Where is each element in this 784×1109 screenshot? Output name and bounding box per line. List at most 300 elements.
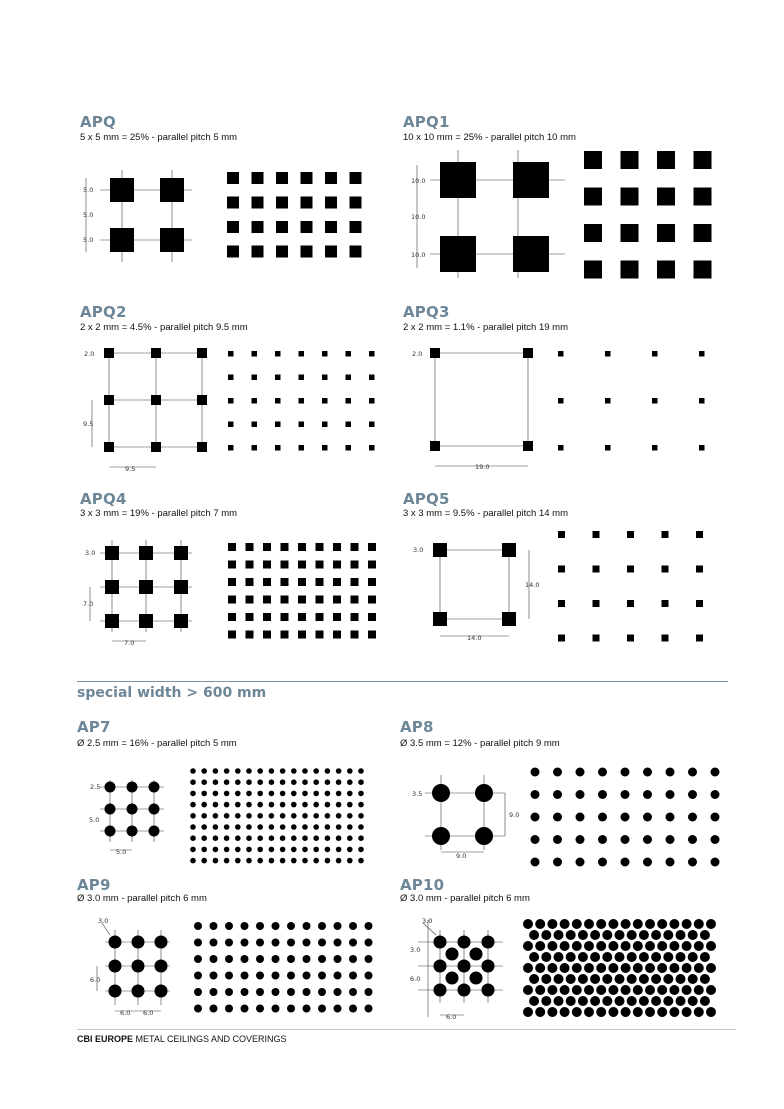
dim-label: 9.5 bbox=[125, 465, 136, 473]
perforation-hole bbox=[596, 963, 606, 973]
perforation-hole bbox=[553, 835, 562, 844]
perforation-hole bbox=[257, 791, 263, 797]
perforation-hole bbox=[210, 922, 218, 930]
perforation-hole bbox=[194, 955, 202, 963]
perforation-hole bbox=[700, 974, 710, 984]
perforation-hole bbox=[696, 635, 703, 642]
pattern-desc-apq3: 2 x 2 mm = 1.1% - parallel pitch 19 mm bbox=[403, 322, 568, 333]
perforation-hole bbox=[643, 858, 652, 867]
perforation-hole bbox=[602, 974, 612, 984]
perforation-hole bbox=[299, 351, 305, 357]
perforation-hole bbox=[558, 531, 565, 538]
perforation-hole bbox=[280, 802, 286, 808]
section-title: special width > 600 mm bbox=[77, 685, 267, 701]
pattern-title-apq1: APQ1 bbox=[403, 113, 450, 131]
perforation-hole bbox=[639, 930, 649, 940]
perforation-hole bbox=[291, 802, 297, 808]
perforation-hole bbox=[347, 847, 353, 853]
perforation-hole bbox=[639, 996, 649, 1006]
perforation-hole bbox=[651, 974, 661, 984]
perforation-hole bbox=[662, 635, 669, 642]
perforation-hole bbox=[269, 824, 275, 830]
perforation-hole bbox=[235, 847, 241, 853]
perforation-hole bbox=[676, 930, 686, 940]
perforation-hole bbox=[257, 824, 263, 830]
perforation-hole bbox=[336, 779, 342, 785]
apq2-perforation-grid bbox=[225, 348, 380, 453]
perforation-hole bbox=[280, 791, 286, 797]
perforation-hole bbox=[608, 985, 618, 995]
perforation-hole bbox=[662, 566, 669, 573]
perforation-hole bbox=[663, 974, 673, 984]
perforation-hole bbox=[281, 578, 289, 586]
perforation-hole bbox=[336, 791, 342, 797]
dim-label: 9.5 bbox=[83, 420, 94, 428]
perforation-hole bbox=[706, 919, 716, 929]
perforation-hole bbox=[523, 941, 533, 951]
perforation-hole bbox=[252, 221, 264, 233]
section-divider bbox=[77, 681, 728, 682]
perforation-hole bbox=[676, 974, 686, 984]
dim-label: 3.0 bbox=[422, 917, 433, 925]
perforation-hole bbox=[593, 635, 600, 642]
perforation-hole bbox=[358, 768, 364, 774]
perforation-hole bbox=[303, 1005, 311, 1013]
perforation-hole bbox=[633, 985, 643, 995]
perforation-hole bbox=[572, 941, 582, 951]
perforation-hole bbox=[298, 578, 306, 586]
ap9-detail-diagram bbox=[90, 915, 190, 1020]
apq4-perforation-grid bbox=[225, 540, 375, 640]
perforation-hole bbox=[336, 802, 342, 808]
perforation-hole bbox=[235, 858, 241, 864]
perforation-hole bbox=[241, 1005, 249, 1013]
perforation-hole bbox=[194, 939, 202, 947]
perforation-hole bbox=[303, 922, 311, 930]
perforation-hole bbox=[225, 972, 233, 980]
perforation-hole bbox=[302, 768, 308, 774]
perforation-hole bbox=[662, 531, 669, 538]
perforation-hole bbox=[688, 952, 698, 962]
perforation-hole bbox=[657, 224, 675, 242]
perforation-hole bbox=[235, 813, 241, 819]
dim-label: 3.0 bbox=[413, 546, 424, 554]
perforation-hole bbox=[547, 919, 557, 929]
perforation-hole bbox=[210, 955, 218, 963]
perforation-hole bbox=[547, 963, 557, 973]
perforation-hole bbox=[602, 930, 612, 940]
perforation-hole bbox=[333, 631, 341, 639]
dim-label: 19.0 bbox=[475, 463, 490, 471]
perforation-hole bbox=[711, 858, 720, 867]
perforation-hole bbox=[257, 802, 263, 808]
perforation-hole bbox=[246, 543, 254, 551]
perforation-hole bbox=[643, 790, 652, 799]
dim-label: 7.0 bbox=[83, 600, 94, 608]
perforation-hole bbox=[235, 768, 241, 774]
perforation-hole bbox=[213, 858, 219, 864]
perforation-hole bbox=[365, 1005, 373, 1013]
perforation-hole bbox=[365, 922, 373, 930]
perforation-hole bbox=[696, 566, 703, 573]
perforation-hole bbox=[287, 972, 295, 980]
perforation-hole bbox=[369, 351, 375, 357]
perforation-hole bbox=[336, 824, 342, 830]
perforation-hole bbox=[576, 790, 585, 799]
perforation-hole bbox=[299, 445, 305, 451]
perforation-hole bbox=[676, 952, 686, 962]
perforation-hole bbox=[615, 974, 625, 984]
perforation-hole bbox=[263, 543, 271, 551]
perforation-hole bbox=[227, 172, 239, 184]
perforation-hole bbox=[224, 824, 230, 830]
dim-label: 9.0 bbox=[509, 811, 520, 819]
perforation-hole bbox=[633, 941, 643, 951]
perforation-hole bbox=[269, 779, 275, 785]
perforation-hole bbox=[711, 813, 720, 822]
perforation-hole bbox=[590, 952, 600, 962]
perforation-hole bbox=[627, 635, 634, 642]
perforation-hole bbox=[201, 779, 207, 785]
perforation-hole bbox=[228, 398, 234, 404]
perforation-hole bbox=[605, 445, 611, 451]
perforation-hole bbox=[280, 824, 286, 830]
perforation-hole bbox=[351, 543, 359, 551]
perforation-hole bbox=[246, 813, 252, 819]
perforation-hole bbox=[663, 996, 673, 1006]
perforation-hole bbox=[190, 802, 196, 808]
perforation-hole bbox=[213, 802, 219, 808]
perforation-hole bbox=[560, 1007, 570, 1017]
apq3-perforation-grid bbox=[555, 348, 710, 453]
perforation-hole bbox=[280, 858, 286, 864]
perforation-hole bbox=[706, 963, 716, 973]
perforation-hole bbox=[657, 188, 675, 206]
perforation-hole bbox=[269, 835, 275, 841]
perforation-hole bbox=[313, 802, 319, 808]
perforation-hole bbox=[584, 1007, 594, 1017]
perforation-hole bbox=[566, 930, 576, 940]
perforation-hole bbox=[213, 813, 219, 819]
perforation-hole bbox=[246, 847, 252, 853]
perforation-hole bbox=[241, 922, 249, 930]
perforation-hole bbox=[280, 779, 286, 785]
perforation-hole bbox=[336, 835, 342, 841]
perforation-hole bbox=[263, 613, 271, 621]
perforation-hole bbox=[351, 613, 359, 621]
perforation-hole bbox=[627, 952, 637, 962]
perforation-hole bbox=[523, 985, 533, 995]
perforation-hole bbox=[301, 221, 313, 233]
perforation-hole bbox=[333, 543, 341, 551]
perforation-hole bbox=[302, 858, 308, 864]
perforation-hole bbox=[662, 600, 669, 607]
perforation-hole bbox=[676, 996, 686, 1006]
perforation-hole bbox=[291, 858, 297, 864]
perforation-hole bbox=[351, 631, 359, 639]
perforation-hole bbox=[246, 613, 254, 621]
perforation-hole bbox=[347, 835, 353, 841]
perforation-hole bbox=[627, 531, 634, 538]
perforation-hole bbox=[541, 974, 551, 984]
dim-label: 5.0 bbox=[83, 236, 94, 244]
apq5-perforation-grid bbox=[555, 528, 710, 643]
perforation-hole bbox=[325, 246, 337, 258]
perforation-hole bbox=[694, 919, 704, 929]
perforation-hole bbox=[313, 858, 319, 864]
perforation-hole bbox=[235, 824, 241, 830]
perforation-hole bbox=[669, 919, 679, 929]
perforation-hole bbox=[584, 151, 602, 169]
perforation-hole bbox=[224, 791, 230, 797]
perforation-hole bbox=[325, 197, 337, 209]
perforation-hole bbox=[368, 613, 376, 621]
ap7-perforation-grid bbox=[188, 765, 373, 865]
dim-label: 2.5 bbox=[90, 783, 101, 791]
perforation-hole bbox=[252, 197, 264, 209]
perforation-hole bbox=[252, 422, 258, 428]
perforation-hole bbox=[576, 858, 585, 867]
perforation-hole bbox=[560, 985, 570, 995]
perforation-hole bbox=[657, 151, 675, 169]
perforation-hole bbox=[275, 351, 281, 357]
perforation-hole bbox=[368, 578, 376, 586]
perforation-hole bbox=[682, 919, 692, 929]
ap8-detail-diagram bbox=[405, 770, 530, 865]
perforation-hole bbox=[605, 398, 611, 404]
perforation-hole bbox=[572, 919, 582, 929]
perforation-hole bbox=[252, 351, 258, 357]
perforation-hole bbox=[688, 813, 697, 822]
pattern-desc-apq: 5 x 5 mm = 25% - parallel pitch 5 mm bbox=[80, 132, 238, 143]
dim-label: 2.0 bbox=[412, 350, 423, 358]
perforation-hole bbox=[553, 768, 562, 777]
perforation-hole bbox=[621, 768, 630, 777]
dim-label: 6.0 bbox=[90, 976, 101, 984]
perforation-hole bbox=[291, 824, 297, 830]
perforation-hole bbox=[280, 768, 286, 774]
perforation-hole bbox=[643, 835, 652, 844]
perforation-hole bbox=[553, 858, 562, 867]
perforation-hole bbox=[246, 561, 254, 569]
perforation-hole bbox=[201, 813, 207, 819]
perforation-hole bbox=[369, 375, 375, 381]
apq1-detail-diagram bbox=[405, 150, 570, 280]
perforation-hole bbox=[322, 351, 328, 357]
perforation-hole bbox=[303, 939, 311, 947]
perforation-hole bbox=[657, 963, 667, 973]
dim-label: 3.0 bbox=[98, 917, 109, 925]
ap8-perforation-grid bbox=[530, 765, 720, 865]
perforation-hole bbox=[523, 963, 533, 973]
perforation-hole bbox=[303, 972, 311, 980]
perforation-hole bbox=[578, 952, 588, 962]
perforation-hole bbox=[566, 974, 576, 984]
perforation-hole bbox=[694, 1007, 704, 1017]
perforation-hole bbox=[351, 561, 359, 569]
perforation-hole bbox=[627, 600, 634, 607]
perforation-hole bbox=[228, 422, 234, 428]
perforation-hole bbox=[333, 578, 341, 586]
perforation-hole bbox=[572, 1007, 582, 1017]
perforation-hole bbox=[621, 835, 630, 844]
perforation-hole bbox=[256, 939, 264, 947]
perforation-hole bbox=[529, 996, 539, 1006]
perforation-hole bbox=[706, 985, 716, 995]
perforation-hole bbox=[584, 941, 594, 951]
perforation-hole bbox=[590, 930, 600, 940]
perforation-hole bbox=[224, 847, 230, 853]
pattern-desc-apq4: 3 x 3 mm = 19% - parallel pitch 7 mm bbox=[80, 508, 238, 519]
perforation-hole bbox=[190, 813, 196, 819]
perforation-hole bbox=[349, 939, 357, 947]
perforation-hole bbox=[313, 791, 319, 797]
perforation-hole bbox=[210, 939, 218, 947]
perforation-hole bbox=[645, 985, 655, 995]
dim-label: 6.0 bbox=[410, 975, 421, 983]
perforation-hole bbox=[645, 963, 655, 973]
perforation-hole bbox=[225, 1005, 233, 1013]
perforation-hole bbox=[263, 596, 271, 604]
perforation-hole bbox=[281, 543, 289, 551]
perforation-hole bbox=[322, 445, 328, 451]
perforation-hole bbox=[368, 543, 376, 551]
perforation-hole bbox=[554, 974, 564, 984]
pattern-title-ap8: AP8 bbox=[400, 718, 434, 736]
perforation-hole bbox=[227, 246, 239, 258]
perforation-hole bbox=[316, 578, 324, 586]
pattern-title-apq2: APQ2 bbox=[80, 303, 127, 321]
perforation-hole bbox=[598, 835, 607, 844]
perforation-hole bbox=[666, 813, 675, 822]
perforation-hole bbox=[190, 768, 196, 774]
perforation-hole bbox=[190, 835, 196, 841]
pattern-title-ap10: AP10 bbox=[400, 876, 445, 894]
perforation-hole bbox=[227, 221, 239, 233]
perforation-hole bbox=[281, 596, 289, 604]
perforation-hole bbox=[621, 261, 639, 279]
perforation-hole bbox=[347, 858, 353, 864]
perforation-hole bbox=[224, 768, 230, 774]
perforation-hole bbox=[276, 197, 288, 209]
perforation-hole bbox=[627, 930, 637, 940]
dim-label: 3.0 bbox=[85, 549, 96, 557]
apq1-perforation-grid bbox=[583, 150, 718, 280]
perforation-hole bbox=[351, 596, 359, 604]
perforation-hole bbox=[201, 858, 207, 864]
perforation-hole bbox=[593, 566, 600, 573]
perforation-hole bbox=[350, 172, 362, 184]
pattern-desc-ap10: Ø 3.0 mm - parallel pitch 6 mm bbox=[400, 893, 530, 904]
perforation-hole bbox=[602, 996, 612, 1006]
perforation-hole bbox=[241, 988, 249, 996]
footer-divider bbox=[77, 1029, 736, 1030]
pattern-title-apq4: APQ4 bbox=[80, 490, 127, 508]
perforation-hole bbox=[627, 974, 637, 984]
perforation-hole bbox=[346, 445, 352, 451]
perforation-hole bbox=[272, 955, 280, 963]
perforation-hole bbox=[228, 445, 234, 451]
apq4-detail-diagram bbox=[80, 540, 200, 650]
perforation-hole bbox=[276, 221, 288, 233]
perforation-hole bbox=[349, 1005, 357, 1013]
dim-label: 2.0 bbox=[84, 350, 95, 358]
perforation-hole bbox=[190, 791, 196, 797]
perforation-hole bbox=[558, 600, 565, 607]
perforation-hole bbox=[334, 922, 342, 930]
perforation-hole bbox=[269, 791, 275, 797]
perforation-hole bbox=[639, 974, 649, 984]
perforation-hole bbox=[553, 790, 562, 799]
perforation-hole bbox=[633, 1007, 643, 1017]
perforation-hole bbox=[256, 922, 264, 930]
perforation-hole bbox=[694, 985, 704, 995]
perforation-hole bbox=[663, 952, 673, 962]
ap7-detail-diagram bbox=[80, 770, 180, 865]
perforation-hole bbox=[694, 224, 712, 242]
perforation-hole bbox=[281, 613, 289, 621]
perforation-hole bbox=[541, 952, 551, 962]
perforation-hole bbox=[210, 1005, 218, 1013]
perforation-hole bbox=[246, 578, 254, 586]
perforation-hole bbox=[256, 972, 264, 980]
perforation-hole bbox=[535, 941, 545, 951]
perforation-hole bbox=[333, 596, 341, 604]
perforation-hole bbox=[269, 813, 275, 819]
perforation-hole bbox=[358, 791, 364, 797]
perforation-hole bbox=[645, 1007, 655, 1017]
perforation-hole bbox=[669, 941, 679, 951]
perforation-hole bbox=[535, 919, 545, 929]
apq3-detail-diagram bbox=[405, 340, 545, 475]
perforation-hole bbox=[225, 939, 233, 947]
perforation-hole bbox=[347, 791, 353, 797]
perforation-hole bbox=[190, 779, 196, 785]
perforation-hole bbox=[257, 779, 263, 785]
perforation-hole bbox=[531, 858, 540, 867]
perforation-hole bbox=[224, 779, 230, 785]
perforation-hole bbox=[529, 952, 539, 962]
perforation-hole bbox=[313, 847, 319, 853]
perforation-hole bbox=[696, 600, 703, 607]
perforation-hole bbox=[346, 351, 352, 357]
perforation-hole bbox=[313, 779, 319, 785]
pattern-title-apq: APQ bbox=[80, 113, 116, 131]
perforation-hole bbox=[688, 790, 697, 799]
perforation-hole bbox=[201, 847, 207, 853]
perforation-hole bbox=[228, 613, 236, 621]
perforation-hole bbox=[688, 996, 698, 1006]
perforation-hole bbox=[605, 351, 611, 357]
perforation-hole bbox=[560, 963, 570, 973]
dim-label: 3.5 bbox=[412, 790, 423, 798]
perforation-hole bbox=[633, 963, 643, 973]
perforation-hole bbox=[547, 985, 557, 995]
perforation-hole bbox=[302, 791, 308, 797]
apq2-detail-diagram bbox=[80, 340, 220, 475]
perforation-hole bbox=[246, 835, 252, 841]
perforation-hole bbox=[608, 919, 618, 929]
perforation-hole bbox=[322, 422, 328, 428]
pattern-desc-apq1: 10 x 10 mm = 25% - parallel pitch 10 mm bbox=[403, 132, 576, 143]
perforation-hole bbox=[365, 939, 373, 947]
perforation-hole bbox=[535, 963, 545, 973]
perforation-hole bbox=[276, 172, 288, 184]
pattern-desc-ap9: Ø 3.0 mm - parallel pitch 6 mm bbox=[77, 893, 207, 904]
perforation-hole bbox=[322, 398, 328, 404]
perforation-hole bbox=[657, 985, 667, 995]
perforation-hole bbox=[291, 847, 297, 853]
